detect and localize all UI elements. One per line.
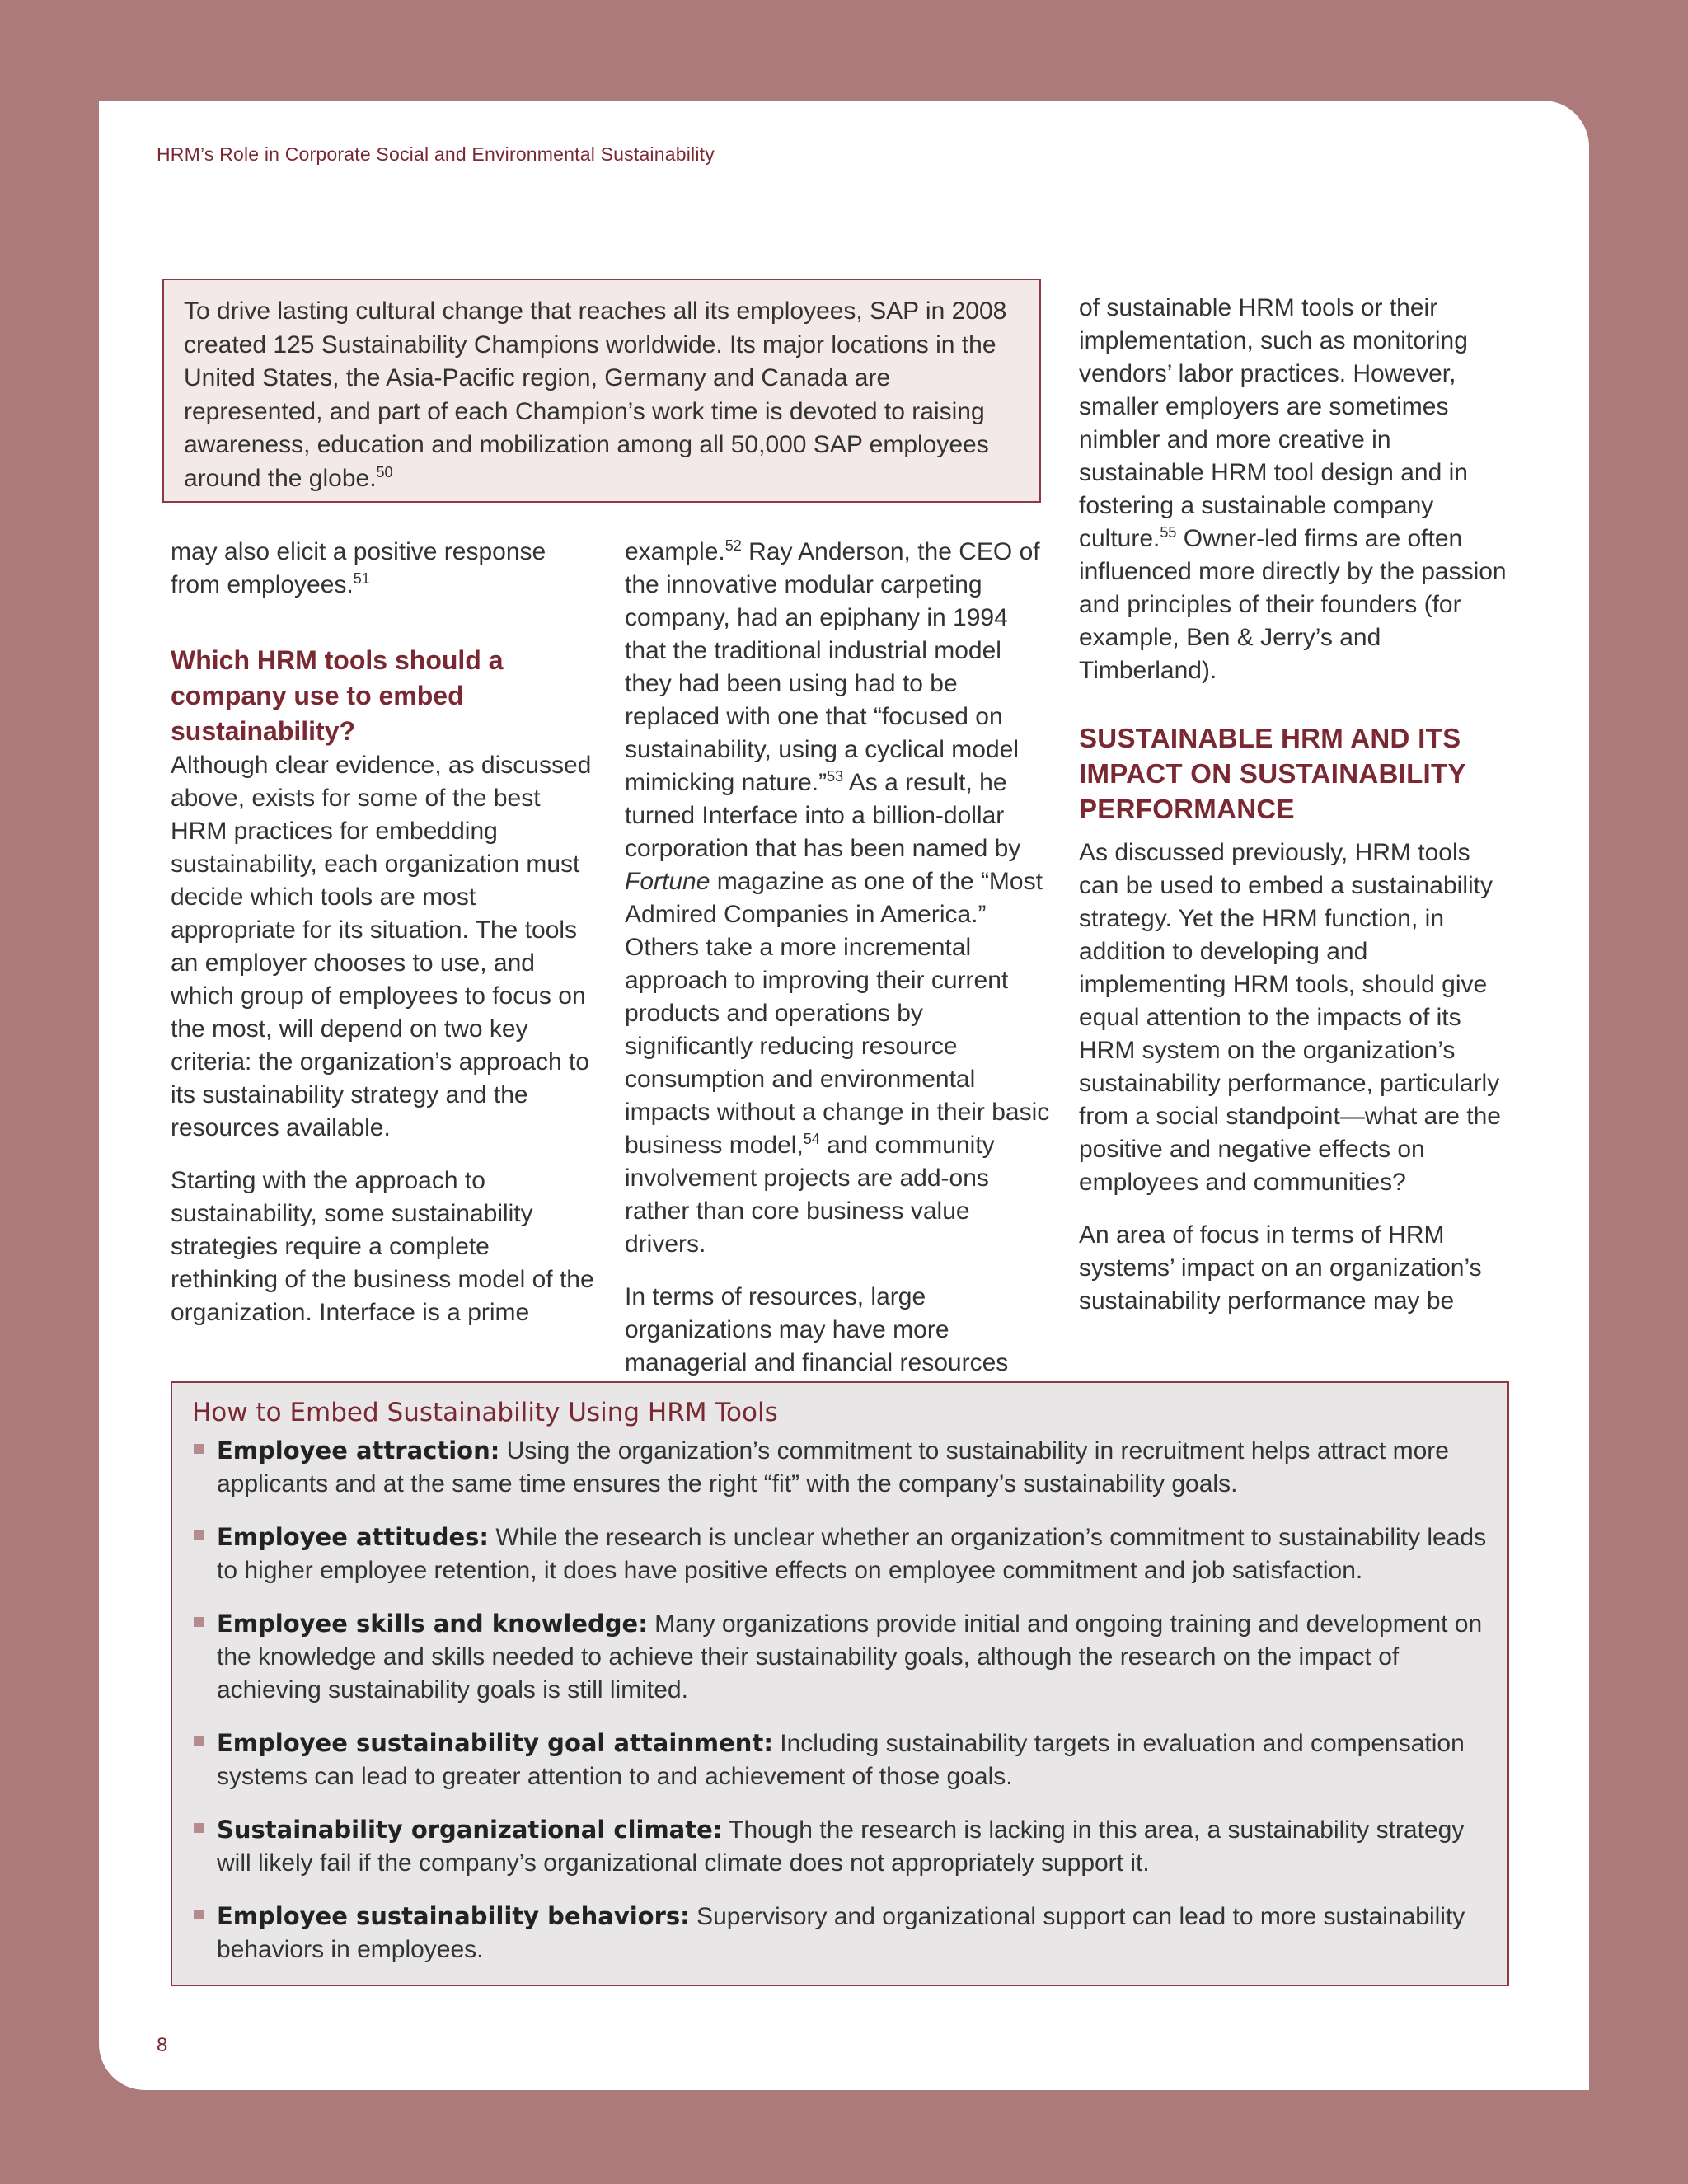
- column-2: [625, 536, 1053, 1432]
- publication-title: Fortune: [625, 868, 710, 895]
- paragraph: Starting with the approach to sustainability, some sustainability strategies require a complete rethinking of the business model of the organization. Interface is a prime: [171, 1167, 594, 1326]
- document-page: [99, 101, 1589, 2090]
- paragraph-text: As a result, he turned Interface into a billion-dollar corporation that has been named by: [625, 769, 1021, 862]
- item-label: Employee skills and knowledge:: [217, 1610, 648, 1638]
- paragraph: [171, 536, 599, 602]
- item-text: Using the organization’s commitment to sustainability in recruitment helps attract more applicants and at the same time ensures the right “fit” with the company’s sustainability goals.: [217, 1437, 1449, 1497]
- footnote-ref: 54: [803, 1131, 820, 1147]
- paragraph: In terms of resources, large organizations may have more managerial and financial resources: [625, 1283, 1009, 1376]
- square-bullet-icon: [194, 1530, 204, 1540]
- paragraph-text: example.: [625, 538, 725, 565]
- sidebar-title: How to Embed Sustainability Using HRM Tools: [192, 1398, 778, 1427]
- list-item: [192, 1521, 1488, 1587]
- square-bullet-icon: [194, 1617, 204, 1627]
- paragraph-text: magazine as one of the “Most Admired Companies in America.” Others take a more incremental approach to improving their current products and operations by significantly reducing resource consumption and environmental impacts without a change in their basic business model,: [625, 868, 1050, 1159]
- footnote-ref: 55: [1160, 524, 1177, 541]
- paragraph-text: of sustainable HRM tools or their implementation, such as monitoring vendors’ labor practices. However, smaller employers are sometimes nimbler and more creative in sustainable HRM tool design and in fostering a sustainable company culture.: [1079, 294, 1468, 552]
- list-item: [192, 1727, 1488, 1793]
- footnote-ref: 50: [376, 463, 393, 480]
- running-header: HRM’s Role in Corporate Social and Environmental Sustainability: [157, 143, 715, 165]
- paragraph: An area of focus in terms of HRM systems’ impact on an organization’s sustainability performance may be: [1079, 1221, 1482, 1315]
- square-bullet-icon: [194, 1910, 204, 1919]
- item-text: Though the research is lacking in this area, a sustainability strategy will likely fail if the company’s organizational climate does not appropriately support it.: [217, 1816, 1465, 1877]
- item-text: Including sustainability targets in evaluation and compensation systems can lead to greater attention to and achievement of those goals.: [217, 1730, 1465, 1790]
- column-3: [1079, 292, 1516, 1338]
- callout-text: To drive lasting cultural change that reaches all its employees, SAP in 2008 created 125 Sustainability Champions worldwide. Its major locations in the United States, the Asia-Pacific region, Germany and Canada are represented, and part of each Champion’s work time is devoted to raising awareness, education and mobilization among all 50,000 SAP employees around the globe.: [184, 298, 1007, 492]
- paragraph-text: Owner-led firms are often influenced more directly by the passion and principles of their founders (for example, Ben & Jerry’s and Timberland).: [1079, 525, 1507, 684]
- paragraph-text: Ray Anderson, the CEO of the innovative modular carpeting company, had an epiphany in 1994 that the traditional industrial model they had been using had to be replaced with one that “focused on sustainability, using a cyclical model mimicking nature.”: [625, 538, 1040, 796]
- footnote-ref: 52: [724, 537, 742, 554]
- list-item: [192, 1813, 1488, 1880]
- square-bullet-icon: [194, 1736, 204, 1746]
- paragraph: [1079, 292, 1516, 687]
- paragraph: As discussed previously, HRM tools can be used to embed a sustainability strategy. Yet the HRM function, in addition to developing and implementing HRM tools, should give equal attention to the impacts of its HRM system on the organization’s sustainability performance, particularly from a social standpoint—what are the positive and negative effects on employees and communities?: [1079, 839, 1501, 1196]
- column-1: [171, 536, 599, 1349]
- hrm-tools-sidebar: [171, 1381, 1509, 1986]
- list-item: [192, 1607, 1488, 1707]
- item-label: Sustainability organizational climate:: [217, 1816, 723, 1844]
- item-text: Supervisory and organizational support can lead to more sustainability behaviors in employees.: [217, 1903, 1465, 1963]
- item-text: Many organizations provide initial and ongoing training and development on the knowledge and skills needed to achieve their sustainability goals, although the research on the impact of achieving sustainability goals is still limited.: [217, 1610, 1483, 1704]
- item-label: Employee sustainability goal attainment:: [217, 1729, 773, 1757]
- paragraph-text: may also elicit a positive response from employees.: [171, 538, 546, 598]
- square-bullet-icon: [194, 1444, 204, 1454]
- footnote-ref: 53: [827, 768, 844, 785]
- paragraph: [625, 536, 1053, 1261]
- square-bullet-icon: [194, 1823, 204, 1833]
- page-number: 8: [157, 2034, 168, 2056]
- list-item: [192, 1900, 1488, 1966]
- subheading: Which HRM tools should a company use to embed sustainability?: [171, 645, 504, 746]
- paragraph-text: and community involvement projects are add-ons rather than core business value drivers.: [625, 1132, 995, 1258]
- section-heading: SUSTAINABLE HRM AND ITS IMPACT ON SUSTAINABILITY PERFORMANCE: [1079, 723, 1466, 824]
- sap-callout-box: [162, 279, 1041, 503]
- list-item: [192, 1434, 1488, 1501]
- item-label: Employee attraction:: [217, 1436, 500, 1465]
- item-label: Employee attitudes:: [217, 1523, 490, 1551]
- paragraph: Although clear evidence, as discussed above, exists for some of the best HRM practices for embedding sustainability, each organization must decide which tools are most appropriate for its situation. The tools an employer chooses to use, and which group of employees to focus on the most, will depend on two key criteria: the organization’s approach to its sustainability strategy and the resources available.: [171, 752, 592, 1141]
- item-text: While the research is unclear whether an organization’s commitment to sustainability leads to higher employee retention, it does have positive effects on employee commitment and job satisfaction.: [217, 1524, 1487, 1584]
- item-label: Employee sustainability behaviors:: [217, 1902, 690, 1930]
- footnote-ref: 51: [353, 570, 370, 587]
